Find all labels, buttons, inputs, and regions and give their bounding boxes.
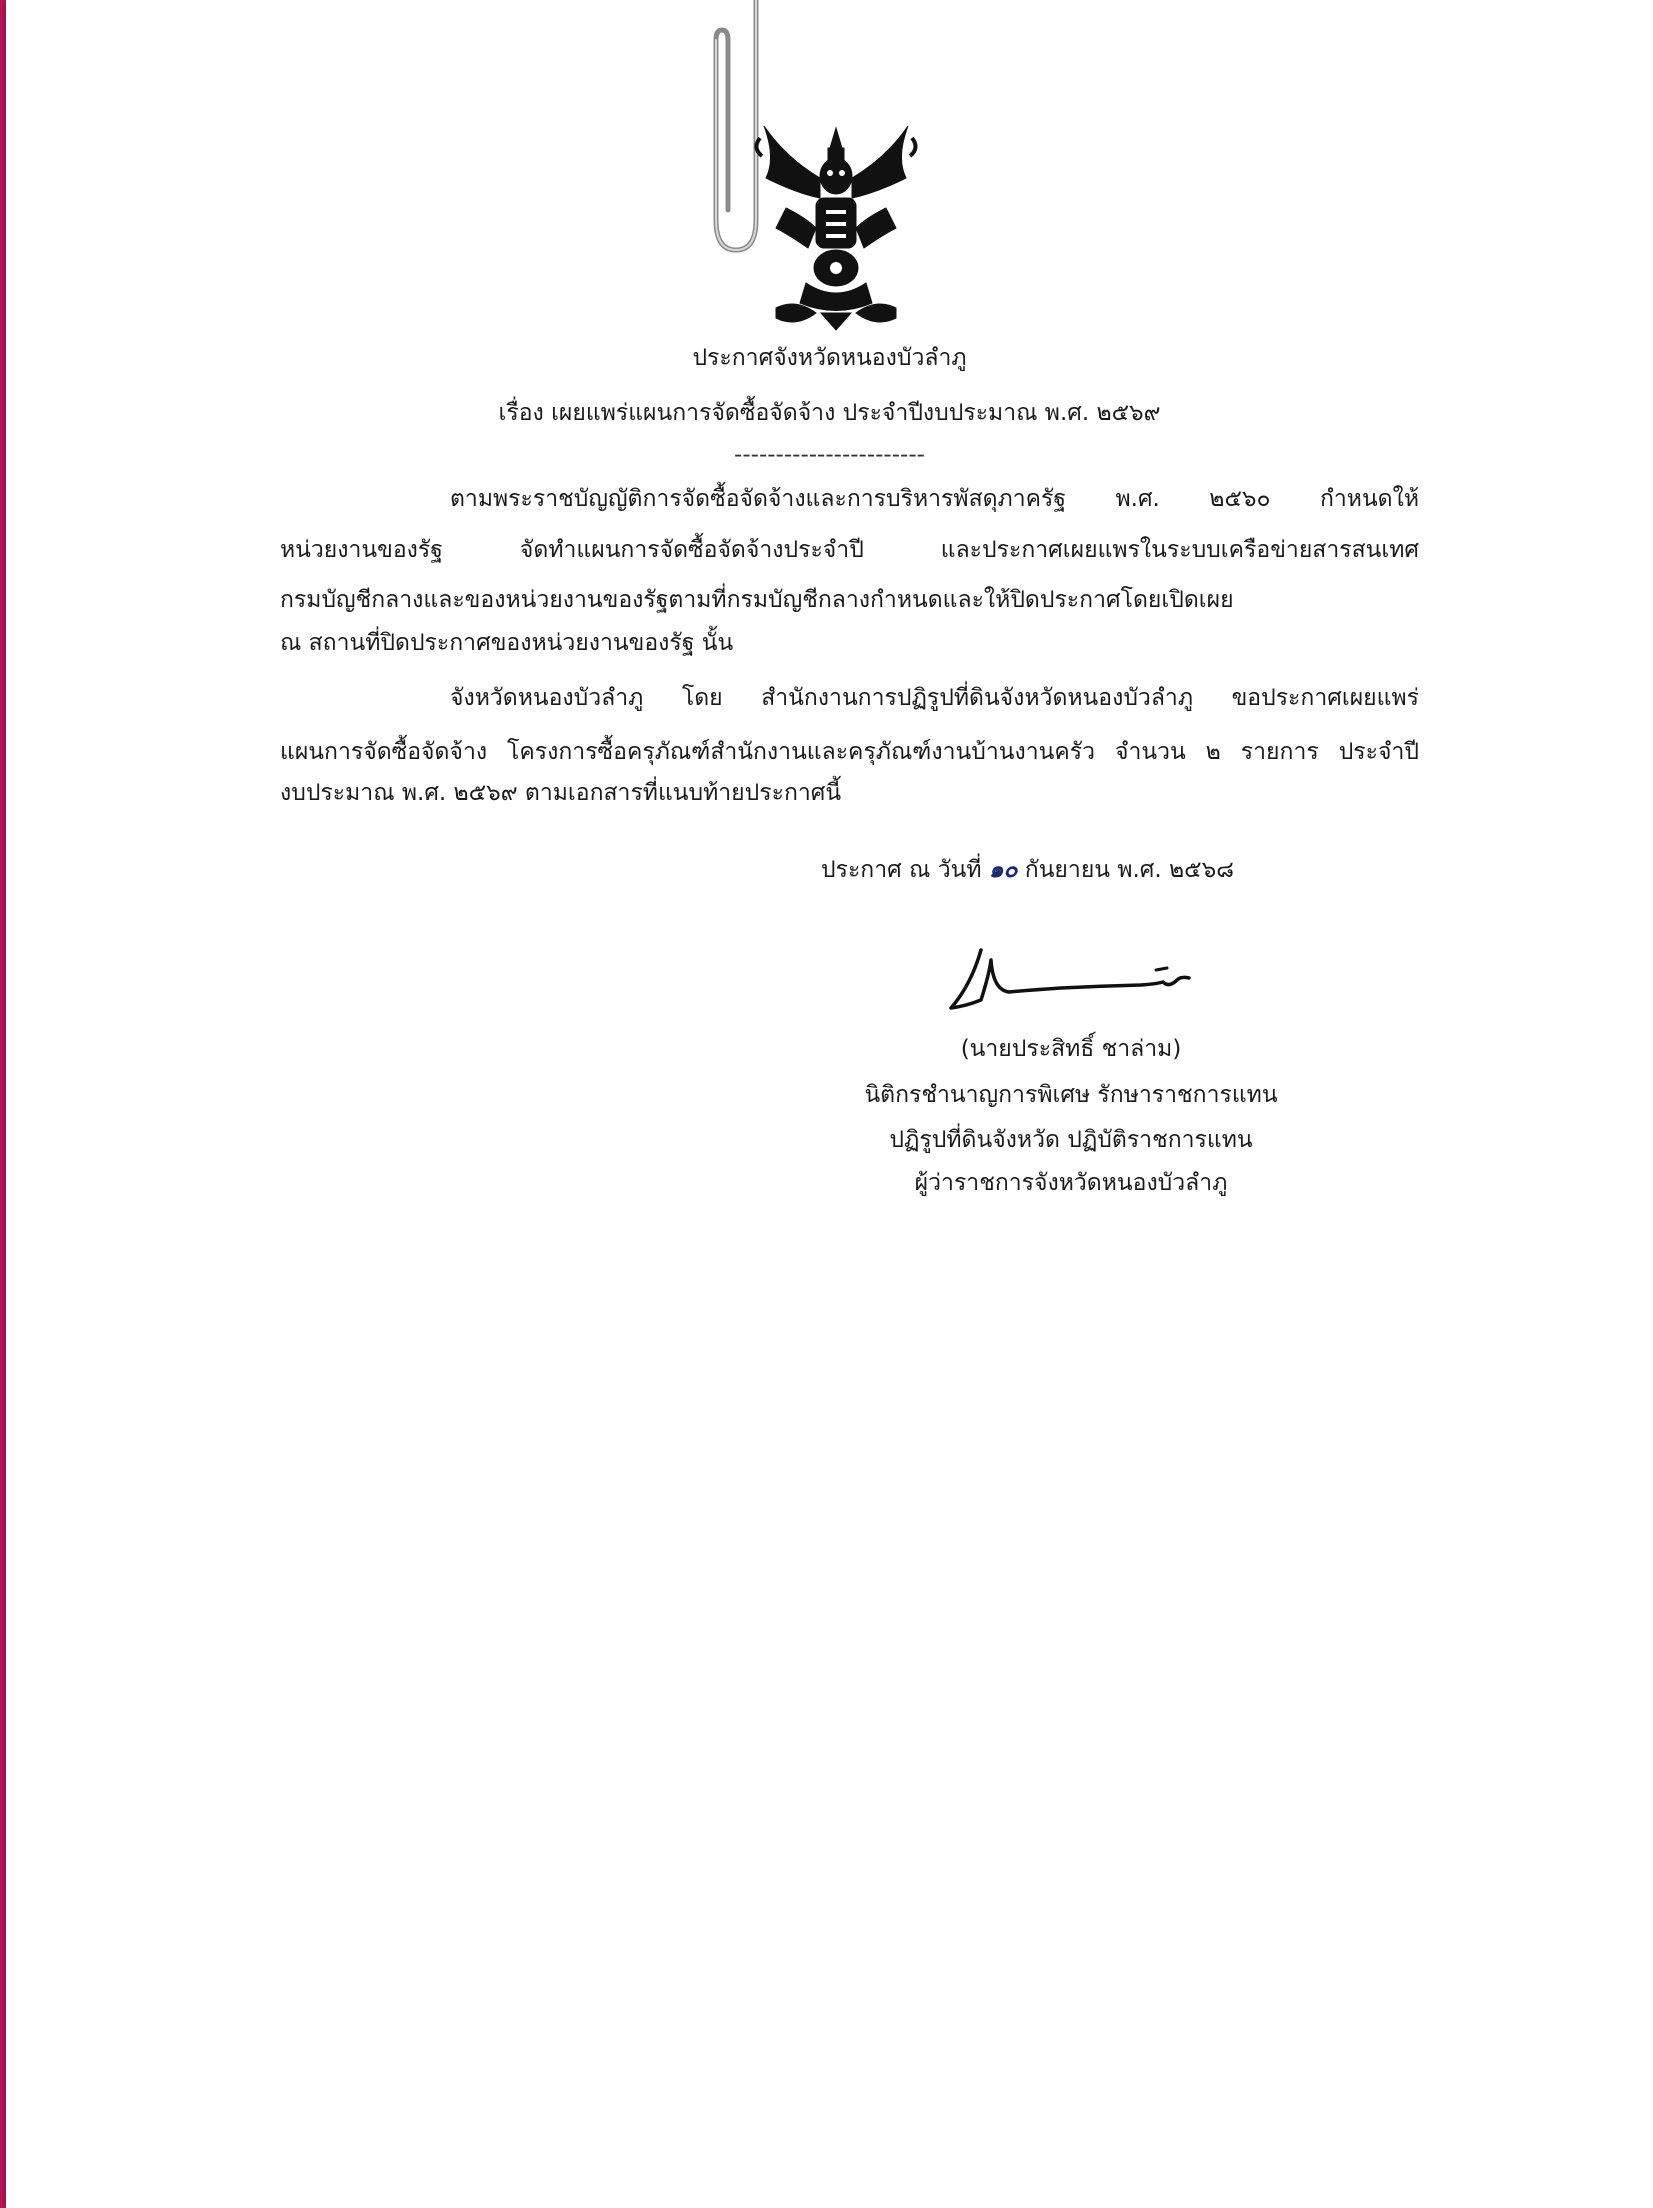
signatory-position-1: นิติกรชำนาญการพิเศษ รักษาราชการแทน: [864, 1082, 1278, 1108]
paragraph-1-line-3: กรมบัญชีกลางและของหน่วยงานของรัฐตามที่กรมบัญชีกลางกำหนดและให้ปิดประกาศโดยเปิดเผย: [280, 587, 1234, 613]
signatory-name: (นายประสิทธิ์ ชาล่าม): [960, 1036, 1182, 1062]
paragraph-2-line-2: แผนการจัดซื้อจัดจ้าง โครงการซื้อครุภัณฑ์สำนักงานและครุภัณฑ์งานบ้านงานครัว จำนวน ๒ รายการ ประจำปี: [280, 739, 1419, 765]
document-page: [6, 0, 1653, 2208]
paragraph-2-line-3: งบประมาณ พ.ศ. ๒๕๖๙ ตามเอกสารที่แนบท้ายประกาศนี้: [280, 780, 842, 806]
signatory-position-2: ปฏิรูปที่ดินจังหวัด ปฏิบัติราชการแทน: [889, 1127, 1253, 1153]
document-title: ประกาศจังหวัดหนองบัวลำภู: [692, 345, 967, 371]
paragraph-1-line-4: ณ สถานที่ปิดประกาศของหน่วยงานของรัฐ นั้น: [280, 630, 734, 656]
handwritten-signature: [931, 930, 1231, 1020]
announcement-date-suffix: กันยายน พ.ศ. ๒๕๖๘: [1024, 857, 1234, 883]
title-divider: -----------------------: [734, 442, 925, 468]
paragraph-1-line-2: หน่วยงานของรัฐ จัดทำแผนการจัดซื้อจัดจ้างประจำปี และประกาศเผยแพรในระบบเครือข่ายสารสนเทศ: [280, 537, 1419, 563]
announcement-date-prefix: ประกาศ ณ วันที่: [821, 857, 982, 883]
signatory-position-3: ผู้ว่าราชการจังหวัดหนองบัวลำภู: [914, 1170, 1228, 1196]
announcement-day-handwritten: ๑๐: [988, 856, 1018, 883]
paragraph-1-line-1: ตามพระราชบัญญัติการจัดซื้อจัดจ้างและการบริหารพัสดุภาครัฐ พ.ศ. ๒๕๖๐ กำหนดให้: [450, 486, 1419, 512]
garuda-emblem-icon: [746, 118, 926, 333]
document-subject: เรื่อง เผยแพร่แผนการจัดซื้อจัดจ้าง ประจำปีงบประมาณ พ.ศ. ๒๕๖๙: [498, 400, 1161, 426]
paragraph-2-line-1: จังหวัดหนองบัวลำภู โดย สำนักงานการปฏิรูปที่ดินจังหวัดหนองบัวลำภู ขอประกาศเผยแพร่: [450, 685, 1419, 711]
announcement-date: [821, 855, 1234, 885]
